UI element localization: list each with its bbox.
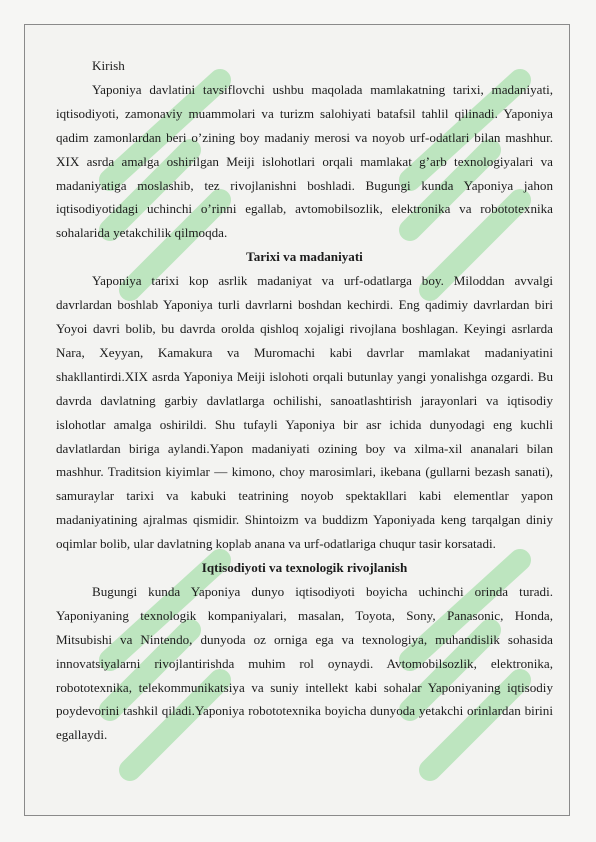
history-heading: Tarixi va madaniyati [246,249,363,265]
history-paragraph: Yaponiya tarixi kop asrlik madaniyat va urf-odatlarga boy. Miloddan avvalgi davrlardan boshlab Yaponiya turli davrlarni boshdan kechirdi. Eng qadimiy davrlardan biri Yoyoi davri bolib, bu davrda orolda qishloq xojaligi rivojlana boshlagan. Keyingi asrlarda Nara, Xeyyan, Kamakura va Muromachi kabi davrlar mamlakat madaniyatini shakllantirdi.XIX asrda Yaponiya Meiji islohoti orqali butunlay yangi yonalishga ozgardi. Bu davrda davlatning garbiy davlatlarga ochilishi, sanoatlashtirish jarayonlari va iqtisodiy islohotlar amalga oshirildi. Shu tufayli Yaponiya bir asr ichida dunyodagi eng kuchli davlatlardan biriga aylandi.Yapon madaniyati ozining boy va xilma-xil ananalari bilan mashhur. Traditsion kiyimlar — kimono, choy marosimlari, ikebana (gullarni bezash sanati), samuraylar tarixi va kabuki teatrining noyob spektakllari kabi elementlar yapon madaniyatining ajralmas qismidir. Shintoizm va buddizm Yaponiyada keng tarqalgan diniy oqimlar bolib, ular davlatning koplab anana va urf-odatlariga chuqur tasir korsatadi. [56,273,553,552]
intro-heading: Kirish [92,58,125,73]
intro-paragraph: Yaponiya davlatini tavsiflovchi ushbu maqolada mamlakatning tarixi, madaniyati, iqtisodiyoti, zamonaviy muammolari va turizm salohiyati batafsil tahlil qilinadi. Yaponiya qadim zamonlardan beri o’zining boy madaniy merosi va noyob urf-odatlari bilan mashhur. XIX asrda amalga oshirilgan Meiji islohotlari orqali mamlakat g’arb texnologiyalari va madaniyatiga moslashib, tez rivojlanishni boshladi. Bugungi kunda Yaponiya jahon iqtisodiyotidagi uchinchi o’rinni egallab, avtomobilsozlik, elektronika va robototexnika sohalarida yetakchilik qilmoqda. [56,81,553,241]
economy-paragraph: Bugungi kunda Yaponiya dunyo iqtisodiyoti boyicha uchinchi orinda turadi. Yaponiyaning texnologik kompaniyalari, masalan, Toyota, Sony, Panasonic, Honda, Mitsubishi va Nintendo, dunyoda oz orniga ega va texnologiya, muhandislik sohasida innovatsiyalarni rivojlantirishda muhim rol oynaydi. Avtomobilsozlik, elektronika, robototexnika, telekommunikatsiya va suniy intellekt kabi sohalar Yaponiyaning iqtisodiy poydevorini tashkil qiladi.Yaponiya robototexnika boyicha dunyoda yetakchi orinlardan birini egallaydi. [56,583,553,743]
document-body [56,54,553,747]
economy-heading: Iqtisodiyoti va texnologik rivojlanish [201,560,408,576]
